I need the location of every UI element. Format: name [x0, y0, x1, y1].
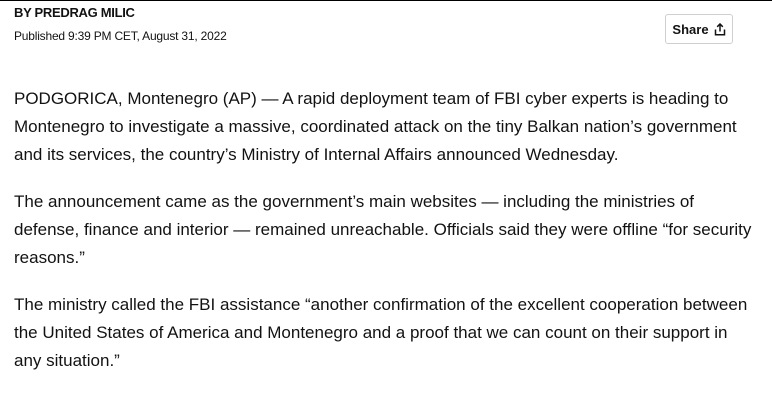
- author-byline: BY PREDRAG MILIC: [14, 5, 135, 20]
- article-paragraph: The ministry called the FBI assistance “another confirmation of the excellent cooperation between the United States of America and Montenegro and a proof that we can count on their support in any situation.”: [14, 295, 748, 370]
- article-paragraph: The announcement came as the government’s main websites — including the ministries of defense, finance and interior — remained unreachable. Officials said they were offline “for security reasons.”: [14, 192, 752, 267]
- published-timestamp: Published 9:39 PM CET, August 31, 2022: [14, 29, 227, 43]
- article-body: [14, 85, 754, 394]
- share-upload-icon: [714, 23, 726, 36]
- article-paragraph: PODGORICA, Montenegro (AP) — A rapid deployment team of FBI cyber experts is heading to Montenegro to investigate a massive, coordinated attack on the tiny Balkan nation’s government and its services, the country’s Ministry of Internal Affairs announced Wednesday.: [14, 89, 737, 164]
- share-button-label: Share: [672, 21, 709, 37]
- share-button[interactable]: [665, 14, 733, 44]
